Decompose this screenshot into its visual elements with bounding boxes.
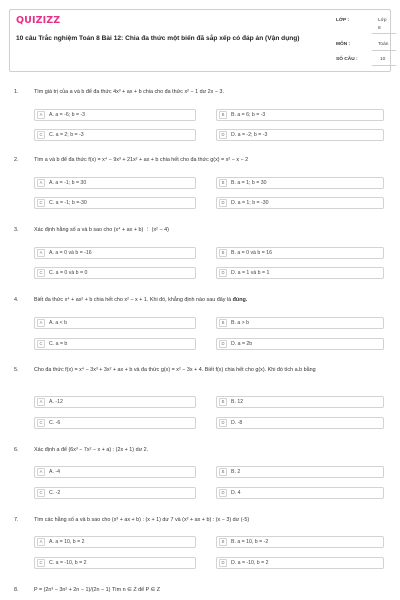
answer-option[interactable] xyxy=(216,466,384,478)
option-letter-box: B xyxy=(219,538,227,546)
question-text: Xác định a để (6x³ − 7x² − x + a) : (2x + 1) dư 2. xyxy=(34,447,149,453)
quiz-title: 10 câu Trắc nghiệm Toán 8 Bài 12: Chia đa thức một biến đã sắp xếp có đáp án (Vận dụng) xyxy=(16,35,300,42)
question-count-underline xyxy=(372,65,396,66)
class-label: LỚP : xyxy=(336,18,350,23)
option-letter-box: C xyxy=(37,489,45,497)
option-letter-box: A xyxy=(37,249,45,257)
option-letter-box: D xyxy=(219,559,227,567)
answer-option[interactable] xyxy=(34,177,196,189)
option-letter-box: C xyxy=(37,131,45,139)
question-text: Cho đa thức f(x) = x⁴ − 3x³ + 3x² + ax + b và đa thức g(x) = x² − 3x + 4. Biết f(x) chia hết cho g(x). Khi đó tích a.b bằng xyxy=(34,367,316,373)
question-number: 8. xyxy=(14,587,19,593)
option-text: D. a = -2; b = -3 xyxy=(231,131,268,138)
question-text: Tìm các hằng số a và b sao cho (x³ + ax + b) : (x + 1) dư 7 và (x³ + ax + b) : (x − 3) dư (-5) xyxy=(34,517,250,523)
answer-option[interactable] xyxy=(216,417,384,429)
question-number: 4. xyxy=(14,297,19,303)
question-number: 5. xyxy=(14,367,19,373)
answer-option[interactable] xyxy=(216,536,384,548)
option-text: D. a = 1; b = -30 xyxy=(231,199,269,206)
option-text: B. a = 0 và b = 16 xyxy=(231,249,272,256)
answer-option[interactable] xyxy=(34,396,196,408)
option-text: A. a = -1; b = 30 xyxy=(49,179,87,186)
question-text: Tìm giá trị của a và b để đa thức 4x³ + ax + b chia cho đa thức x² − 1 dư 2x − 3. xyxy=(34,89,225,95)
option-letter-box: C xyxy=(37,199,45,207)
option-letter-box: C xyxy=(37,269,45,277)
answer-option[interactable] xyxy=(34,129,196,141)
question-number: 7. xyxy=(14,517,19,523)
option-letter-box: A xyxy=(37,111,45,119)
answer-option[interactable] xyxy=(34,267,196,279)
option-letter-box: B xyxy=(219,468,227,476)
option-text: A. a < b xyxy=(49,319,68,326)
question-count-label: SỐ CÂU : xyxy=(336,57,358,62)
answer-option[interactable] xyxy=(216,247,384,259)
option-letter-box: D xyxy=(219,199,227,207)
option-text: C. a = b xyxy=(49,340,68,347)
question-number: 3. xyxy=(14,227,19,233)
option-text: D. a = 2b xyxy=(231,340,253,347)
option-letter-box: D xyxy=(219,419,227,427)
option-text: C. -6 xyxy=(49,419,61,426)
option-text: C. -2 xyxy=(49,489,61,496)
answer-option[interactable] xyxy=(216,557,384,569)
answer-option[interactable] xyxy=(34,557,196,569)
option-text: C. a = 0 và b = 0 xyxy=(49,269,88,276)
answer-option[interactable] xyxy=(34,536,196,548)
question-text-emphasis: đúng. xyxy=(232,297,248,303)
answer-option[interactable] xyxy=(216,338,384,350)
question-text: Tìm a và b để đa thức f(x) = x⁴ − 9x³ + 21x² + ax + b chia hết cho đa thức g(x) = x² − x − 2 xyxy=(34,157,249,163)
option-text: C. a = -10, b = 2 xyxy=(49,559,87,566)
option-letter-box: A xyxy=(37,319,45,327)
answer-option[interactable] xyxy=(216,396,384,408)
option-text: B. a = 1; b = 30 xyxy=(231,179,267,186)
option-text: B. a = 10, b = -2 xyxy=(231,538,269,545)
subject-label: MÔN : xyxy=(336,42,351,47)
question-number: 1. xyxy=(14,89,19,95)
answer-option[interactable] xyxy=(34,109,196,121)
subject-value: Toán xyxy=(378,42,389,47)
option-letter-box: B xyxy=(219,111,227,119)
option-text: A. a = -6; b = -3 xyxy=(49,111,86,118)
option-text: A. a = 10, b = 2 xyxy=(49,538,85,545)
option-text: B. 2 xyxy=(231,468,241,475)
quizizz-logo[interactable]: QUIZIZZ xyxy=(16,15,61,26)
option-text: C. a = 2; b = -3 xyxy=(49,131,84,138)
option-letter-box: A xyxy=(37,538,45,546)
answer-option[interactable] xyxy=(34,317,196,329)
option-letter-box: A xyxy=(37,468,45,476)
quiz-header xyxy=(9,9,391,72)
answer-option[interactable] xyxy=(34,417,196,429)
option-letter-box: D xyxy=(219,269,227,277)
option-letter-box: D xyxy=(219,131,227,139)
option-letter-box: B xyxy=(219,179,227,187)
answer-option[interactable] xyxy=(34,197,196,209)
answer-option[interactable] xyxy=(216,177,384,189)
question-number: 6. xyxy=(14,447,19,453)
option-text: A. -4 xyxy=(49,468,60,475)
question-text xyxy=(34,297,384,304)
option-letter-box: B xyxy=(219,319,227,327)
answer-option[interactable] xyxy=(216,129,384,141)
question-text: Xác định hằng số a và b sao cho (x⁴ + ax + b) ⋮ (x² − 4) xyxy=(34,227,169,233)
class-value-line1: Lớp xyxy=(378,18,387,23)
option-text: D. 4 xyxy=(231,489,241,496)
question-text: P = (2n³ − 3n² + 2n − 1)/(2n − 1) Tìm n ∈ Z để P ∈ Z xyxy=(34,587,161,593)
option-letter-box: C xyxy=(37,559,45,567)
answer-option[interactable] xyxy=(216,487,384,499)
answer-option[interactable] xyxy=(34,466,196,478)
option-text: B. a = 6; b = -3 xyxy=(231,111,266,118)
option-text: D. a = -10, b = 2 xyxy=(231,559,269,566)
option-text: B. a > b xyxy=(231,319,250,326)
answer-option[interactable] xyxy=(216,109,384,121)
answer-option[interactable] xyxy=(216,267,384,279)
answer-option[interactable] xyxy=(34,487,196,499)
option-letter-box: A xyxy=(37,398,45,406)
option-letter-box: D xyxy=(219,489,227,497)
option-text: B. 12 xyxy=(231,398,244,405)
class-value-line2: 8 xyxy=(378,26,381,31)
answer-option[interactable] xyxy=(216,317,384,329)
subject-underline xyxy=(372,50,396,51)
question-count-value: 10 xyxy=(380,57,386,62)
option-text: C. a = -1; b =-30 xyxy=(49,199,87,206)
answer-option[interactable] xyxy=(34,247,196,259)
option-text: A. a = 0 và b = -16 xyxy=(49,249,92,256)
option-letter-box: D xyxy=(219,340,227,348)
answer-option[interactable] xyxy=(216,197,384,209)
option-text: D. a = 1 và b = 1 xyxy=(231,269,270,276)
option-letter-box: B xyxy=(219,249,227,257)
option-text: D. -8 xyxy=(231,419,243,426)
option-letter-box: B xyxy=(219,398,227,406)
option-letter-box: A xyxy=(37,179,45,187)
answer-option[interactable] xyxy=(34,338,196,350)
option-letter-box: C xyxy=(37,340,45,348)
question-number: 2. xyxy=(14,157,19,163)
option-text: A. -12 xyxy=(49,398,63,405)
option-letter-box: C xyxy=(37,419,45,427)
class-underline xyxy=(372,33,396,34)
question-text-main: Biết đa thức x⁴ + ax² + b chia hết cho x² − x + 1. Khi đó, khẳng định nào sau đây là xyxy=(34,297,233,303)
